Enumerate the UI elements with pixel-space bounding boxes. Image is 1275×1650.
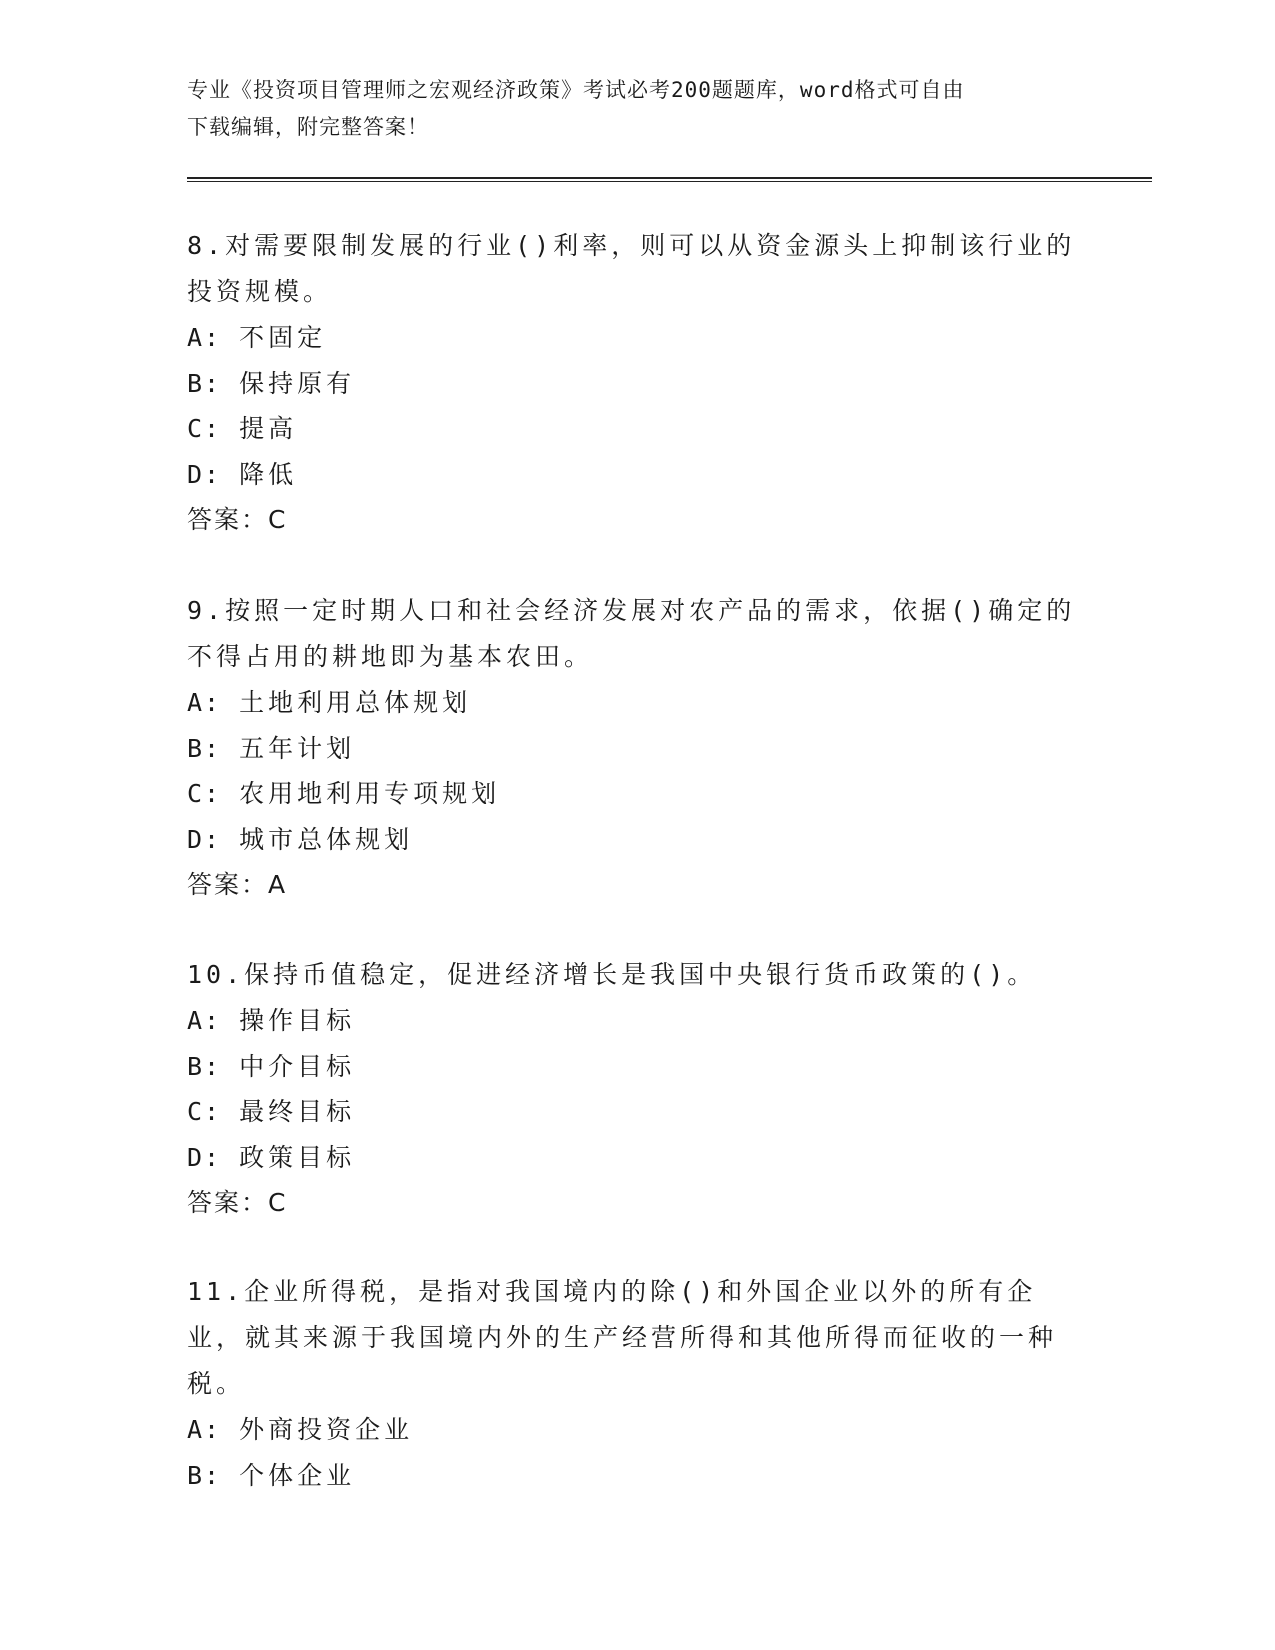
- header-divider: [187, 177, 1152, 182]
- question-stem: 11.企业所得税，是指对我国境内的除()和外国企业以外的所有企业，就其来源于我国境内外的生产经营所得和其他所得而征收的一种税。: [187, 1277, 1058, 1398]
- question-9: [187, 588, 1087, 908]
- question-stem: 8.对需要限制发展的行业()利率，则可以从资金源头上抑制该行业的投资规模。: [187, 231, 1076, 306]
- option-label: A:: [187, 323, 222, 352]
- option-label: C:: [187, 779, 222, 808]
- option-d: [187, 1135, 1087, 1181]
- option-label: D:: [187, 1142, 222, 1172]
- option-text: 政策目标: [239, 1142, 356, 1172]
- option-text: 土地利用总体规划: [239, 688, 472, 717]
- question-8: [187, 223, 1087, 543]
- option-text: 保持原有: [239, 368, 356, 398]
- question-10: [187, 952, 1087, 1226]
- option-a: [187, 1407, 1087, 1453]
- option-b: [187, 1044, 1087, 1090]
- question-stem: 9.按照一定时期人口和社会经济发展对农产品的需求，依据()确定的不得占用的耕地即为基本农田。: [187, 596, 1076, 671]
- option-a: [187, 998, 1087, 1044]
- option-b: [187, 1453, 1087, 1499]
- option-text: 操作目标: [239, 1006, 356, 1035]
- option-label: C:: [187, 1097, 222, 1126]
- option-label: B:: [187, 1460, 222, 1490]
- option-a: [187, 680, 1087, 726]
- option-c: [187, 406, 1087, 452]
- option-label: A:: [187, 1415, 222, 1444]
- header-line-2: 下载编辑，附完整答案！: [187, 115, 429, 139]
- option-text: 提高: [239, 414, 298, 443]
- answer-line: 答案：A: [187, 870, 288, 899]
- answer-line: 答案：C: [187, 505, 288, 534]
- header-line-1: 专业《投资项目管理师之宏观经济政策》考试必考200题题库，word格式可自由: [187, 78, 965, 102]
- option-label: A:: [187, 688, 222, 717]
- option-text: 不固定: [239, 323, 327, 352]
- option-text: 个体企业: [239, 1460, 356, 1490]
- option-text: 最终目标: [239, 1097, 356, 1126]
- option-label: B:: [187, 368, 222, 398]
- option-label: C:: [187, 414, 222, 443]
- option-text: 五年计划: [239, 733, 356, 763]
- option-text: 中介目标: [239, 1051, 356, 1081]
- option-label: A:: [187, 1006, 222, 1035]
- question-stem: 10.保持币值稳定，促进经济增长是我国中央银行货币政策的()。: [187, 960, 1037, 989]
- option-text: 城市总体规划: [239, 824, 414, 854]
- option-label: B:: [187, 733, 222, 763]
- answer-line: 答案：C: [187, 1188, 288, 1217]
- option-text: 外商投资企业: [239, 1415, 414, 1444]
- option-b: [187, 361, 1087, 407]
- option-text: 农用地利用专项规划: [239, 779, 501, 808]
- option-text: 降低: [239, 459, 298, 489]
- option-c: [187, 1089, 1087, 1135]
- option-a: [187, 315, 1087, 361]
- option-label: D:: [187, 824, 222, 854]
- option-label: D:: [187, 459, 222, 489]
- option-d: [187, 817, 1087, 863]
- option-c: [187, 771, 1087, 817]
- document-header: [187, 72, 1067, 146]
- question-11: [187, 1269, 1087, 1498]
- option-d: [187, 452, 1087, 498]
- option-b: [187, 726, 1087, 772]
- option-label: B:: [187, 1051, 222, 1081]
